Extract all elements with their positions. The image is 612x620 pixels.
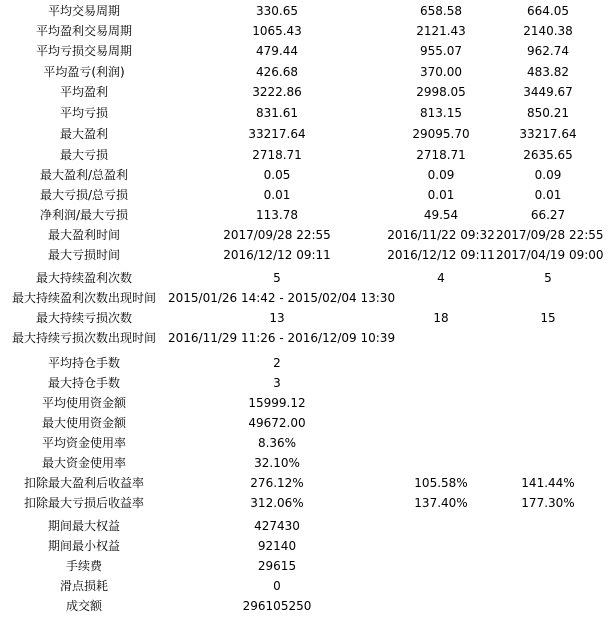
value-short: 3449.67 (523, 85, 573, 99)
value-long: 105.58% (414, 476, 468, 490)
value-short: 177.30% (521, 496, 575, 510)
table-row (0, 225, 612, 245)
value-long: 370.00 (420, 65, 462, 79)
row-label: 平均持仓手数 (47, 356, 120, 370)
value-long (386, 288, 496, 308)
value-long: 658.58 (420, 4, 462, 18)
table-row (0, 576, 612, 596)
table-row (0, 536, 612, 556)
value-all: 0.01 (263, 188, 291, 202)
value-short (496, 453, 600, 473)
row-label: 净利润/最大亏损 (39, 208, 129, 222)
value-short: 962.74 (527, 44, 569, 58)
value-all: 2016/11/29 11:26 - 2016/12/09 10:39 (168, 331, 396, 345)
value-all: 312.06% (250, 496, 304, 510)
row-label: 最大使用资金额 (41, 416, 126, 430)
table-row (0, 41, 612, 61)
value-short (496, 556, 600, 576)
value-long: 29095.70 (412, 127, 470, 141)
table-row (0, 288, 612, 308)
value-long (386, 556, 496, 576)
value-short (496, 433, 600, 453)
table-row (0, 516, 612, 536)
row-label: 平均亏损 (59, 106, 108, 120)
value-all: 2 (273, 356, 281, 370)
row-label: 最大盈利 (59, 127, 108, 141)
row-label: 最大盈利时间 (47, 228, 120, 242)
value-short (496, 413, 600, 433)
value-all: 276.12% (250, 476, 304, 490)
value-long (386, 433, 496, 453)
value-long (386, 516, 496, 536)
row-label: 平均盈利 (59, 85, 108, 99)
table-row (0, 62, 612, 82)
table-row (0, 165, 612, 185)
value-long (386, 576, 496, 596)
table-row (0, 453, 612, 473)
value-all: 330.65 (256, 4, 298, 18)
row-label: 平均亏损交易周期 (35, 44, 132, 58)
value-all: 8.36% (257, 436, 297, 450)
value-short: 5 (544, 271, 552, 285)
value-all: 29615 (257, 559, 297, 573)
value-short: 0.01 (534, 188, 562, 202)
row-label: 平均使用资金额 (41, 396, 126, 410)
row-label: 最大亏损/总亏损 (39, 188, 129, 202)
row-label: 平均交易周期 (47, 4, 120, 18)
table-row (0, 205, 612, 225)
value-short: 2635.65 (523, 148, 573, 162)
value-long: 137.40% (414, 496, 468, 510)
value-all: 3222.86 (252, 85, 302, 99)
value-short: 2140.38 (523, 24, 573, 38)
row-label: 最大盈利/总盈利 (39, 168, 129, 182)
value-short: 2017/04/19 09:00 (496, 248, 604, 262)
row-label: 平均盈利交易周期 (35, 24, 132, 38)
table-row (0, 556, 612, 576)
row-label: 滑点损耗 (59, 579, 108, 593)
row-label: 最大资金使用率 (41, 456, 126, 470)
value-all: 15999.12 (248, 396, 306, 410)
table-row (0, 596, 612, 616)
row-label: 期间最大权益 (47, 519, 120, 533)
value-all: 0 (273, 579, 281, 593)
value-long (386, 373, 496, 393)
table-row (0, 493, 612, 513)
value-all: 2016/12/12 09:11 (223, 248, 331, 262)
row-label: 平均盈亏(利润) (43, 65, 125, 79)
table-row (0, 433, 612, 453)
value-short: 33217.64 (519, 127, 577, 141)
value-short (496, 373, 600, 393)
row-label: 平均资金使用率 (41, 436, 126, 450)
value-short (496, 576, 600, 596)
value-all: 1065.43 (252, 24, 302, 38)
value-long: 4 (437, 271, 445, 285)
value-all: 426.68 (256, 65, 298, 79)
row-label: 最大持续盈利次数 (35, 271, 132, 285)
value-all: 33217.64 (248, 127, 306, 141)
value-short (496, 353, 600, 373)
row-label: 成交额 (65, 599, 102, 613)
value-all: 296105250 (242, 599, 312, 613)
value-all: 5 (273, 271, 281, 285)
value-all: 479.44 (256, 44, 298, 58)
value-long: 955.07 (420, 44, 462, 58)
row-label: 扣除最大盈利后收益率 (23, 476, 144, 490)
row-label: 最大亏损时间 (47, 248, 120, 262)
table-row (0, 21, 612, 41)
value-all: 113.78 (256, 208, 298, 222)
value-all: 2718.71 (252, 148, 302, 162)
value-all: 32.10% (254, 456, 300, 470)
table-row (0, 145, 612, 165)
value-long (386, 413, 496, 433)
value-long: 2016/11/22 09:32 (387, 228, 495, 242)
row-label: 扣除最大亏损后收益率 (23, 496, 144, 510)
table-row (0, 103, 612, 123)
value-short: 15 (540, 311, 556, 325)
table-row (0, 1, 612, 21)
value-short (496, 516, 600, 536)
table-row (0, 268, 612, 288)
value-short (496, 596, 600, 616)
value-all: 2015/01/26 14:42 - 2015/02/04 13:30 (168, 291, 396, 305)
value-short: 850.21 (527, 106, 569, 120)
value-long: 0.01 (427, 188, 455, 202)
table-row (0, 328, 612, 348)
value-long: 0.09 (427, 168, 455, 182)
value-short (496, 536, 600, 556)
row-label: 最大持续亏损次数出现时间 (11, 331, 156, 345)
value-long: 2998.05 (416, 85, 466, 99)
value-short (496, 328, 600, 348)
row-label: 最大亏损 (59, 148, 108, 162)
value-long: 49.54 (423, 208, 459, 222)
value-all: 13 (269, 311, 285, 325)
value-all: 49672.00 (248, 416, 306, 430)
value-all: 92140 (257, 539, 297, 553)
value-short (496, 393, 600, 413)
value-long (386, 453, 496, 473)
value-short: 141.44% (521, 476, 575, 490)
row-label: 最大持仓手数 (47, 376, 120, 390)
table-row (0, 82, 612, 102)
value-all: 2017/09/28 22:55 (223, 228, 331, 242)
value-all: 427430 (254, 519, 300, 533)
value-short: 66.27 (530, 208, 566, 222)
row-label: 期间最小权益 (47, 539, 120, 553)
value-long (386, 353, 496, 373)
value-short: 0.09 (534, 168, 562, 182)
value-all: 3 (273, 376, 281, 390)
value-long: 813.15 (420, 106, 462, 120)
value-short: 483.82 (527, 65, 569, 79)
table-row (0, 393, 612, 413)
value-long (386, 536, 496, 556)
value-short: 664.05 (527, 4, 569, 18)
value-long (386, 596, 496, 616)
row-label: 最大持续亏损次数 (35, 311, 132, 325)
table-row (0, 413, 612, 433)
table-row (0, 308, 612, 328)
value-long: 18 (433, 311, 449, 325)
value-long: 2718.71 (416, 148, 466, 162)
value-long (386, 393, 496, 413)
value-all: 0.05 (263, 168, 291, 182)
value-short: 2017/09/28 22:55 (496, 228, 604, 242)
value-long: 2121.43 (416, 24, 466, 38)
table-row (0, 185, 612, 205)
value-all: 831.61 (256, 106, 298, 120)
row-label: 手续费 (65, 559, 102, 573)
table-row (0, 373, 612, 393)
row-label: 最大持续盈利次数出现时间 (11, 291, 156, 305)
table-row (0, 124, 612, 144)
table-row (0, 353, 612, 373)
value-long (386, 328, 496, 348)
value-short (496, 288, 600, 308)
table-row (0, 473, 612, 493)
value-long: 2016/12/12 09:11 (387, 248, 495, 262)
table-row (0, 245, 612, 265)
